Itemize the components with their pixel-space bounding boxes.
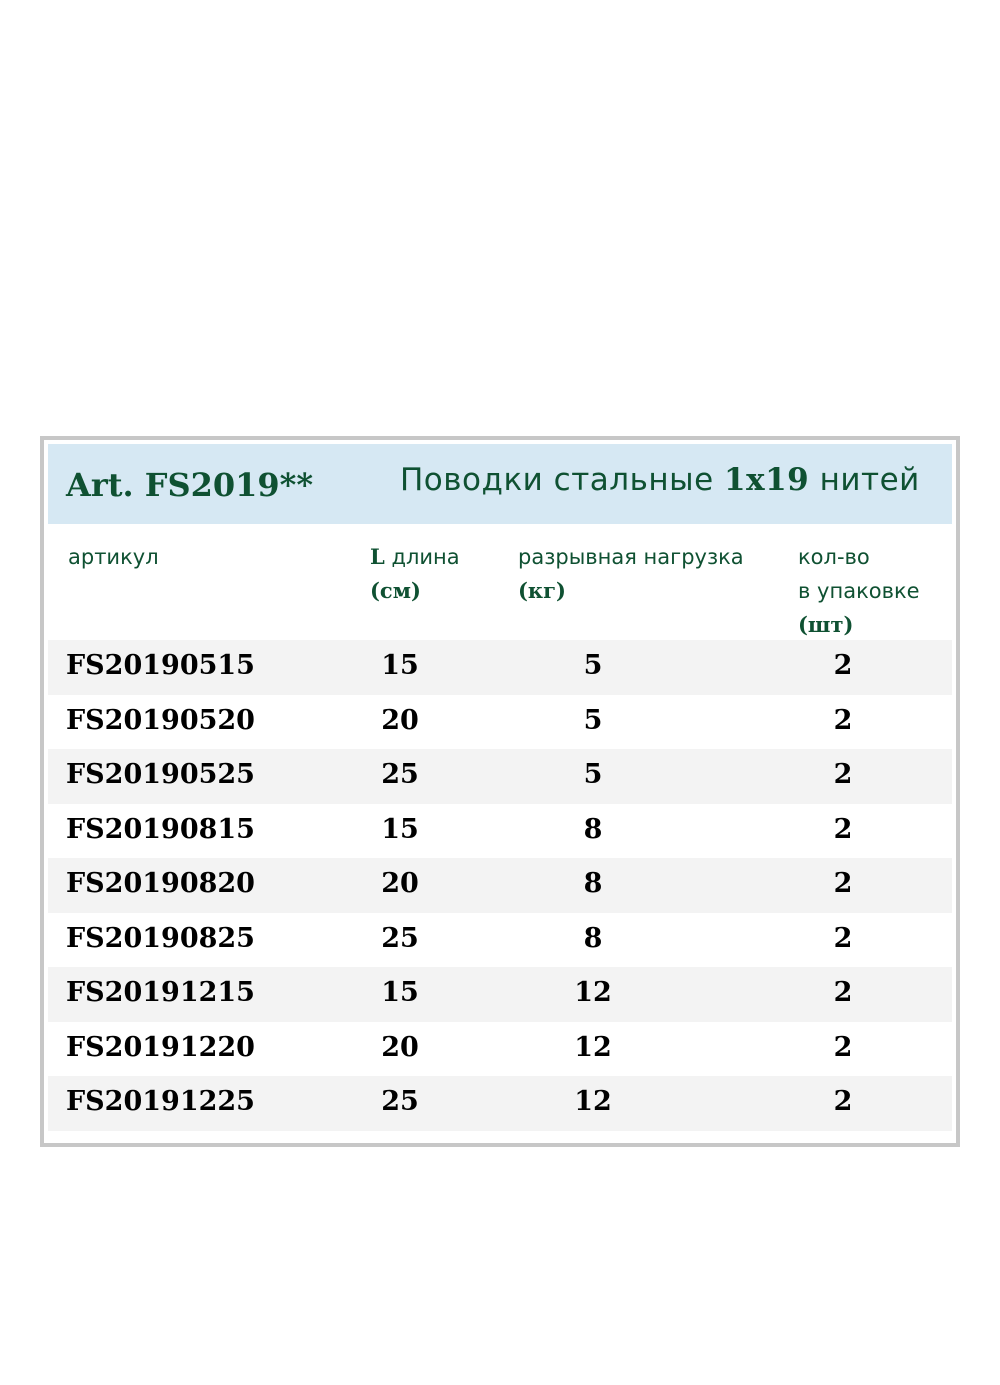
cell-qty: 2 [833,868,853,899]
article-series-label: Art. FS2019** [66,466,314,504]
column-header-length-line1 [370,540,460,574]
cell-article: FS20190525 [66,759,255,790]
cell-qty: 2 [833,759,853,790]
table-body [48,640,952,1131]
cell-load: 12 [574,977,612,1008]
table-row [48,913,952,968]
cell-length: 15 [381,977,419,1008]
cell-article: FS20190520 [66,704,255,736]
table-row [48,858,952,913]
cell-article: FS20191225 [66,1086,255,1117]
cell-qty: 2 [833,977,853,1008]
cell-length: 20 [381,704,419,736]
length-unit: (см) [370,578,421,603]
cell-article: FS20190515 [66,650,255,681]
cell-article: FS20191215 [66,977,255,1008]
qty-unit: (шт) [798,612,854,637]
column-header-qty [798,540,920,642]
qty-label-line1: кол-во [798,545,870,569]
cell-length: 25 [381,1086,419,1117]
table-row [48,749,952,804]
cell-qty: 2 [833,1086,853,1117]
title-bar [48,444,952,524]
cell-load: 12 [574,1031,612,1063]
cell-length: 15 [381,813,419,845]
cell-length: 20 [381,1031,419,1063]
table-row [48,1022,952,1077]
load-label: разрывная нагрузка [518,545,744,569]
cell-length: 25 [381,759,419,790]
spec-table [48,444,952,1139]
load-unit: (кг) [518,578,566,603]
cell-load: 5 [583,650,603,681]
cell-qty: 2 [833,1031,853,1063]
cell-load: 5 [583,704,603,736]
table-row [48,1076,952,1131]
qty-label-line2: в упаковке [798,579,920,603]
column-header-article [68,540,159,574]
column-header-load [518,540,744,608]
title-strand-spec: 1x19 [724,462,810,498]
product-title [400,462,920,498]
length-symbol: L [370,544,385,569]
cell-qty: 2 [833,704,853,736]
table-row [48,967,952,1022]
table-row [48,695,952,750]
column-header-length [370,540,460,608]
cell-load: 12 [574,1086,612,1117]
cell-length: 20 [381,868,419,899]
cell-qty: 2 [833,813,853,845]
cell-load: 5 [583,759,603,790]
cell-length: 15 [381,650,419,681]
cell-length: 25 [381,922,419,954]
product-spec-card [40,436,960,1147]
cell-qty: 2 [833,650,853,681]
title-suffix: нитей [819,462,920,498]
title-prefix: Поводки стальные [400,462,714,498]
cell-article: FS20190825 [66,922,255,954]
cell-article: FS20190815 [66,813,255,845]
cell-article: FS20190820 [66,868,255,899]
table-row [48,640,952,695]
cell-load: 8 [583,813,603,845]
cell-article: FS20191220 [66,1031,255,1063]
cell-load: 8 [583,922,603,954]
cell-qty: 2 [833,922,853,954]
table-row [48,804,952,859]
column-header-article-label: артикул [68,545,159,569]
cell-load: 8 [583,868,603,899]
length-label: длина [391,545,460,569]
